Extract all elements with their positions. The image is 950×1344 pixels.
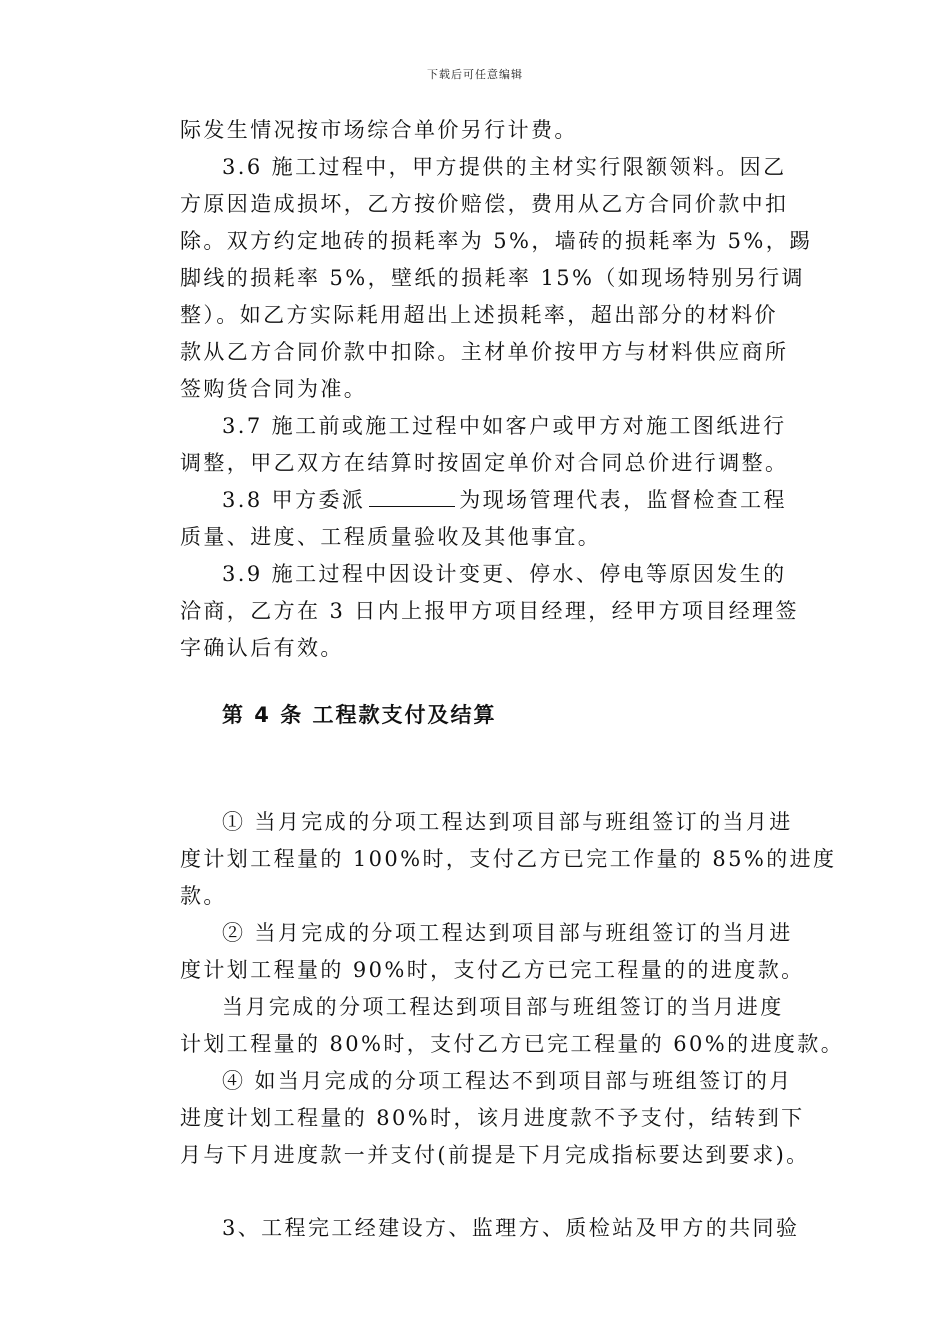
payment-item-4-line: 进度计划工程量的 80%时，该月进度款不予支付，结转到下 — [180, 1106, 805, 1130]
clause-3-6-line: 方原因造成损坏，乙方按价赔偿，费用从乙方合同价款中扣 — [180, 192, 789, 216]
payment-item-2-line: 度计划工程量的 90%时，支付乙方已完工程量的的进度款。 — [180, 958, 805, 982]
paragraph-line: 3、工程完工经建设方、监理方、质检站及甲方的共同验 — [222, 1216, 800, 1240]
clause-3-6-line: 签购货合同为准。 — [180, 377, 368, 401]
clause-3-8-suffix: 为现场管理代表，监督检查工程 — [459, 488, 787, 512]
payment-item-1-line: 度计划工程量的 100%时，支付乙方已完工作量的 85%的进度 — [180, 847, 837, 871]
payment-item-4-line: ④ 如当月完成的分项工程达不到项目部与班组签订的月 — [222, 1069, 793, 1093]
spacer — [180, 1174, 808, 1210]
payment-item-2-line: ② 当月完成的分项工程达到项目部与班组签订的当月进 — [222, 921, 793, 945]
payment-item-1-line: 款。 — [180, 884, 227, 908]
payment-item-4-line: 月与下月进度款一并支付(前提是下月完成指标要达到要求)。 — [180, 1143, 810, 1167]
spacer — [180, 667, 808, 697]
payment-item-3-line: 当月完成的分项工程达到项目部与班组签订的当月进度 — [222, 995, 784, 1019]
clause-3-9-line: 字确认后有效。 — [180, 636, 344, 660]
payment-item-1-line: ① 当月完成的分项工程达到项目部与班组签订的当月进 — [222, 810, 793, 834]
clause-3-6-line: 除。双方约定地砖的损耗率为 5%，墙砖的损耗率为 5%，踢 — [180, 229, 813, 253]
clause-3-8-prefix: 3.8 甲方委派 — [222, 488, 366, 512]
paragraph-line: 际发生情况按市场综合单价另行计费。 — [180, 118, 578, 142]
document-body — [180, 112, 845, 1247]
clause-3-7-line: 调整，甲乙双方在结算时按固定单价对合同总价进行调整。 — [180, 451, 789, 475]
clause-3-9-line: 洽商，乙方在 3 日内上报甲方项目经理，经甲方项目经理签 — [180, 599, 799, 623]
clause-3-6-line: 脚线的损耗率 5%，壁纸的损耗率 15%（如现场特别另行调 — [180, 266, 805, 290]
page-header: 下载后可任意编辑 — [427, 68, 523, 81]
payment-item-3-line: 计划工程量的 80%时，支付乙方已完工程量的 60%的进度款。 — [180, 1032, 845, 1056]
clause-3-7-line: 3.7 施工前或施工过程中如客户或甲方对施工图纸进行 — [222, 414, 787, 438]
clause-3-6-line: 整）。如乙方实际耗用超出上述损耗率，超出部分的材料价 — [180, 303, 778, 327]
representative-blank-field[interactable] — [369, 488, 455, 507]
spacer — [180, 734, 808, 804]
clause-3-8-line: 质量、进度、工程质量验收及其他事宜。 — [180, 525, 602, 549]
clause-3-8-line — [180, 482, 808, 519]
clause-3-6-line: 3.6 施工过程中，甲方提供的主材实行限额领料。因乙 — [222, 155, 787, 179]
clause-3-6-line: 款从乙方合同价款中扣除。主材单价按甲方与材料供应商所 — [180, 340, 789, 364]
clause-3-9-line: 3.9 施工过程中因设计变更、停水、停电等原因发生的 — [222, 562, 787, 586]
section-4-heading: 第 4 条 工程款支付及结算 — [222, 703, 497, 727]
